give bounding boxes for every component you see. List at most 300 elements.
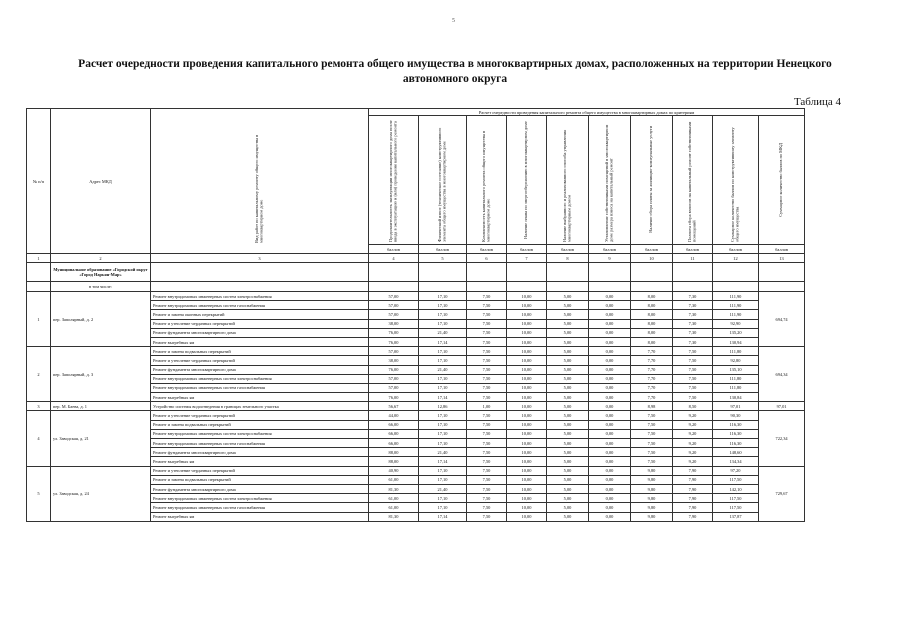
score-cell: 44,00 [369, 411, 419, 420]
score-cell: 57,00 [369, 310, 419, 319]
score-cell: 137,87 [713, 512, 759, 521]
criterion-text: Суммарное количество баллов по конструктивному элементу общего имущества [729, 126, 740, 242]
header-criterion-8 [673, 116, 713, 245]
work-type-cell: Ремонт выгребных ям [151, 457, 369, 466]
score-cell: 130,84 [713, 393, 759, 402]
score-cell: 5,00 [547, 457, 589, 466]
score-cell: 7,70 [631, 393, 673, 402]
empty-cell [673, 263, 713, 282]
score-cell: 10,00 [507, 439, 547, 448]
score-cell: 5,00 [547, 347, 589, 356]
score-cell: 0,00 [589, 484, 631, 493]
score-cell: 7,50 [467, 429, 507, 438]
score-cell: 7,50 [467, 356, 507, 365]
empty-cell [419, 282, 467, 292]
column-number: 7 [507, 254, 547, 263]
work-type-cell: Ремонт фундамента многоквартирного дома [151, 484, 369, 493]
score-cell: 5,00 [547, 319, 589, 328]
score-cell: 10,00 [507, 457, 547, 466]
score-cell: 7,50 [467, 484, 507, 493]
empty-cell [27, 282, 51, 292]
score-cell: 7,50 [673, 365, 713, 374]
empty-cell [467, 282, 507, 292]
score-cell: 10,00 [507, 310, 547, 319]
score-cell: 10,00 [507, 301, 547, 310]
score-cell: 5,00 [547, 337, 589, 346]
score-cell: 117,50 [713, 503, 759, 512]
header-work-type-text: Вид работ по капитальному ремонту общего имущества в многоквартирном доме [253, 134, 264, 243]
table-row [27, 347, 805, 356]
subheading-text: в том числе: [51, 282, 151, 292]
score-cell: 111,80 [713, 383, 759, 392]
score-cell: 7,30 [673, 337, 713, 346]
score-cell: 7,90 [673, 484, 713, 493]
score-cell: 7,50 [631, 411, 673, 420]
header-criterion-1 [369, 116, 419, 245]
header-work-type [151, 109, 369, 254]
score-cell: 10,00 [507, 503, 547, 512]
score-cell: 90,30 [713, 411, 759, 420]
unit-cell: баллов [713, 245, 759, 254]
unit-cell: баллов [419, 245, 467, 254]
header-criterion-5 [547, 116, 589, 245]
header-criterion-10 [759, 116, 805, 245]
empty-cell [151, 282, 369, 292]
column-number: 2 [51, 254, 151, 263]
empty-cell [673, 282, 713, 292]
score-cell: 0,00 [589, 402, 631, 411]
score-cell: 5,00 [547, 374, 589, 383]
criterion-text: Наличие плана по энергосбережению в многоквартирном доме [523, 120, 529, 239]
score-cell: 7,90 [673, 494, 713, 503]
score-cell: 7,50 [467, 393, 507, 402]
score-cell: 0,00 [589, 393, 631, 402]
work-type-cell: Ремонт внутридомовых инженерных систем электроснабжения [151, 429, 369, 438]
score-cell: 40,90 [369, 466, 419, 475]
score-cell: 111,80 [713, 374, 759, 383]
score-cell: 10,00 [507, 356, 547, 365]
work-type-cell: Ремонт внутридомовых инженерных систем газоснабжения [151, 503, 369, 512]
score-cell: 9,80 [631, 503, 673, 512]
header-criterion-2 [419, 116, 467, 245]
score-cell: 21,40 [419, 448, 467, 457]
score-cell: 111,90 [713, 310, 759, 319]
municipality-no [27, 263, 51, 282]
score-cell: 135,10 [713, 365, 759, 374]
score-cell: 0,00 [589, 503, 631, 512]
column-number: 11 [673, 254, 713, 263]
score-cell: 17,14 [419, 457, 467, 466]
score-cell: 9,80 [631, 484, 673, 493]
score-cell: 8,00 [631, 328, 673, 337]
header-row-col-numbers [27, 254, 805, 263]
score-cell: 7,30 [673, 310, 713, 319]
score-cell: 7,70 [631, 365, 673, 374]
score-cell: 0,00 [589, 374, 631, 383]
score-cell: 7,70 [631, 374, 673, 383]
score-cell: 17,10 [419, 310, 467, 319]
score-cell: 61,00 [369, 494, 419, 503]
score-cell: 92,80 [713, 356, 759, 365]
score-cell: 57,00 [369, 292, 419, 301]
score-cell: 7,50 [673, 374, 713, 383]
score-cell: 9,20 [673, 420, 713, 429]
score-cell: 134,34 [713, 457, 759, 466]
score-cell: 10,00 [507, 512, 547, 521]
score-cell: 0,00 [589, 411, 631, 420]
score-cell: 8,98 [631, 402, 673, 411]
score-cell: 116,30 [713, 439, 759, 448]
score-cell: 0,00 [589, 512, 631, 521]
header-no: № п/п [27, 109, 51, 254]
score-cell: 7,90 [673, 475, 713, 484]
criterion-text: Полнота сбора взносов на капитальный ремонт собственниками помещений [686, 121, 697, 242]
score-cell: 7,70 [631, 347, 673, 356]
score-cell: 7,90 [673, 503, 713, 512]
municipality-name: Муниципальное образование «Городской округ «Город Нарьян-Мар» [51, 263, 151, 282]
score-cell: 5,00 [547, 475, 589, 484]
score-cell: 7,50 [467, 365, 507, 374]
municipality-row [27, 263, 805, 282]
header-criterion-4 [507, 116, 547, 245]
score-cell: 9,80 [631, 466, 673, 475]
score-cell: 0,00 [589, 429, 631, 438]
column-number: 4 [369, 254, 419, 263]
score-cell: 17,10 [419, 356, 467, 365]
column-number: 8 [547, 254, 589, 263]
house-address: ул. Заводская, д. 24 [51, 466, 151, 521]
score-cell: 97,01 [713, 402, 759, 411]
empty-cell [369, 282, 419, 292]
score-cell: 17,10 [419, 503, 467, 512]
unit-cell: баллов [631, 245, 673, 254]
score-cell: 116,30 [713, 420, 759, 429]
score-cell: 7,70 [631, 383, 673, 392]
work-type-cell: Ремонт внутридомовых инженерных систем электроснабжения [151, 494, 369, 503]
score-cell: 17,10 [419, 475, 467, 484]
header-address: Адрес МКД [51, 109, 151, 254]
score-cell: 1,00 [467, 402, 507, 411]
score-cell: 7,50 [467, 457, 507, 466]
score-cell: 9,20 [673, 429, 713, 438]
score-cell: 5,00 [547, 448, 589, 457]
empty-cell [419, 263, 467, 282]
empty-cell [547, 282, 589, 292]
score-cell: 10,00 [507, 466, 547, 475]
work-type-cell: Ремонт и утепление чердачных перекрытий [151, 356, 369, 365]
criterion-text: Установление собственниками помещений в многоквартирном доме размера взноса на капитальный ремонт [603, 124, 614, 242]
score-cell: 10,00 [507, 429, 547, 438]
score-cell: 88,00 [369, 457, 419, 466]
header-criterion-7 [631, 116, 673, 245]
criterion-text: Комплексность капитального ремонта общего имущества в многоквартирном доме [480, 130, 491, 242]
score-cell: 0,00 [589, 356, 631, 365]
score-cell: 57,00 [369, 374, 419, 383]
work-type-cell: Ремонт и замена оконных перекрытий [151, 310, 369, 319]
empty-cell [631, 282, 673, 292]
score-cell: 92,90 [713, 319, 759, 328]
score-cell: 66,00 [369, 429, 419, 438]
score-cell: 0,00 [589, 365, 631, 374]
score-cell: 7,50 [673, 356, 713, 365]
score-cell: 7,50 [467, 512, 507, 521]
empty-cell [759, 282, 805, 292]
score-cell: 17,10 [419, 347, 467, 356]
work-type-cell: Ремонт фундамента многоквартирного дома [151, 328, 369, 337]
score-cell: 7,50 [631, 429, 673, 438]
score-cell: 7,50 [467, 319, 507, 328]
score-cell: 7,50 [467, 494, 507, 503]
score-cell: 0,00 [589, 475, 631, 484]
score-cell: 5,00 [547, 383, 589, 392]
score-cell: 7,50 [467, 420, 507, 429]
score-cell: 8,00 [631, 337, 673, 346]
score-cell: 10,00 [507, 420, 547, 429]
house-number: 4 [27, 411, 51, 466]
house-address: пер. Заполярный, д. 2 [51, 292, 151, 347]
score-cell: 5,00 [547, 466, 589, 475]
score-cell: 0,00 [589, 383, 631, 392]
work-type-cell: Ремонт внутридомовых инженерных систем электроснабжения [151, 374, 369, 383]
score-cell: 8,00 [631, 319, 673, 328]
house-total-score: 694,74 [759, 292, 805, 347]
score-cell: 116,30 [713, 429, 759, 438]
score-cell: 130,94 [713, 337, 759, 346]
work-type-cell: Ремонт выгребных ям [151, 337, 369, 346]
house-number: 3 [27, 402, 51, 411]
score-cell: 117,50 [713, 475, 759, 484]
score-cell: 81,30 [369, 484, 419, 493]
empty-cell [589, 282, 631, 292]
empty-cell [369, 263, 419, 282]
score-cell: 7,50 [467, 503, 507, 512]
empty-cell [547, 263, 589, 282]
score-cell: 17,10 [419, 383, 467, 392]
score-cell: 0,00 [589, 494, 631, 503]
house-total-score: 722,34 [759, 411, 805, 466]
score-cell: 7,50 [467, 328, 507, 337]
unit-cell: баллов [673, 245, 713, 254]
score-cell: 111,80 [713, 347, 759, 356]
score-cell: 76,00 [369, 365, 419, 374]
score-cell: 7,50 [631, 448, 673, 457]
score-cell: 7,50 [467, 301, 507, 310]
score-cell: 0,00 [589, 337, 631, 346]
score-cell: 7,90 [673, 512, 713, 521]
score-cell: 7,50 [673, 347, 713, 356]
score-cell: 7,30 [673, 292, 713, 301]
score-cell: 117,50 [713, 494, 759, 503]
table-row [27, 466, 805, 475]
score-cell: 111,90 [713, 292, 759, 301]
score-cell: 5,00 [547, 301, 589, 310]
page-number: 5 [452, 18, 455, 24]
score-cell: 10,00 [507, 383, 547, 392]
work-type-cell: Ремонт фундамента многоквартирного дома [151, 448, 369, 457]
empty-cell [759, 263, 805, 282]
house-number: 2 [27, 347, 51, 402]
score-cell: 21,40 [419, 365, 467, 374]
house-total-score: 694,34 [759, 347, 805, 402]
table-row [27, 411, 805, 420]
work-type-cell: Ремонт выгребных ям [151, 393, 369, 402]
score-cell: 7,50 [467, 448, 507, 457]
score-cell: 9,80 [631, 475, 673, 484]
score-cell: 17,10 [419, 319, 467, 328]
score-cell: 17,14 [419, 393, 467, 402]
table-row [27, 402, 805, 411]
score-cell: 10,00 [507, 374, 547, 383]
score-cell: 10,00 [507, 448, 547, 457]
score-cell: 5,00 [547, 439, 589, 448]
table-row [27, 292, 805, 301]
score-cell: 0,00 [589, 292, 631, 301]
score-cell: 8,00 [631, 301, 673, 310]
score-cell: 7,30 [673, 301, 713, 310]
score-cell: 7,50 [631, 457, 673, 466]
work-type-cell: Ремонт выгребных ям [151, 512, 369, 521]
subheading-row [27, 282, 805, 292]
score-cell: 111,90 [713, 301, 759, 310]
score-cell: 10,00 [507, 365, 547, 374]
score-cell: 21,40 [419, 328, 467, 337]
score-cell: 135,20 [713, 328, 759, 337]
work-type-cell: Ремонт и утепление чердачных перекрытий [151, 466, 369, 475]
header-criterion-6 [589, 116, 631, 245]
score-cell: 56,67 [369, 402, 419, 411]
house-total-score: 97,01 [759, 402, 805, 411]
work-type-cell: Ремонт внутридомовых инженерных систем газоснабжения [151, 301, 369, 310]
score-cell: 9,20 [673, 411, 713, 420]
column-number: 5 [419, 254, 467, 263]
score-cell: 7,50 [467, 310, 507, 319]
unit-cell: баллов [759, 245, 805, 254]
criterion-text: Физический износ (техническое состояние) конструктивного элемента общего имущества в многоквартирном доме [436, 127, 447, 242]
table-label: Таблица 4 [793, 96, 841, 108]
score-cell: 17,10 [419, 301, 467, 310]
score-cell: 0,00 [589, 448, 631, 457]
unit-cell: баллов [507, 245, 547, 254]
table-sheet [26, 108, 804, 628]
score-cell: 0,00 [589, 420, 631, 429]
column-number: 6 [467, 254, 507, 263]
score-cell: 7,50 [467, 411, 507, 420]
score-cell: 17,10 [419, 494, 467, 503]
work-type-cell: Ремонт и утепление чердачных перекрытий [151, 319, 369, 328]
score-cell: 17,10 [419, 420, 467, 429]
score-cell: 81,30 [369, 512, 419, 521]
score-cell: 5,00 [547, 420, 589, 429]
score-cell: 0,00 [589, 301, 631, 310]
score-cell: 5,00 [547, 484, 589, 493]
column-number: 9 [589, 254, 631, 263]
unit-cell: баллов [589, 245, 631, 254]
score-cell: 5,00 [547, 365, 589, 374]
score-cell: 12,86 [419, 402, 467, 411]
score-cell: 38,00 [369, 319, 419, 328]
score-cell: 10,00 [507, 337, 547, 346]
house-address: пер. М. Баева, д. 1 [51, 402, 151, 411]
score-cell: 57,00 [369, 301, 419, 310]
score-cell: 66,00 [369, 439, 419, 448]
score-cell: 7,50 [631, 439, 673, 448]
score-cell: 9,20 [673, 439, 713, 448]
unit-cell: баллов [369, 245, 419, 254]
score-cell: 97,20 [713, 466, 759, 475]
document-title: Расчет очередности проведения капитального ремонта общего имущества в многоквартирных домах, расположенных на территории Ненецкого автономного округа [78, 58, 832, 85]
work-type-cell: Ремонт внутридомовых инженерных систем газоснабжения [151, 439, 369, 448]
column-number: 1 [27, 254, 51, 263]
criterion-text: Наличие сбора платы за жилищно-коммунальные услуги [648, 126, 654, 233]
score-cell: 148,60 [713, 448, 759, 457]
score-cell: 88,00 [369, 448, 419, 457]
score-cell: 10,00 [507, 402, 547, 411]
score-cell: 5,00 [547, 310, 589, 319]
empty-cell [151, 263, 369, 282]
score-cell: 5,00 [547, 393, 589, 402]
header-criteria-group: Расчет очередности проведения капитального ремонта общего имущества в многоквартирных домах по критериям [369, 109, 805, 116]
score-cell: 76,00 [369, 393, 419, 402]
score-cell: 7,90 [673, 466, 713, 475]
score-cell: 10,00 [507, 292, 547, 301]
house-total-score: 729,67 [759, 466, 805, 521]
criterion-text: Суммарное количество баллов по МКД [778, 142, 784, 217]
unit-cell: баллов [547, 245, 589, 254]
criterion-text: Продолжительность эксплуатации многоквартирного дома после ввода в эксплуатацию и (или) проведения капитального ремонта [387, 119, 398, 242]
score-cell: 7,50 [467, 374, 507, 383]
score-cell: 7,50 [467, 337, 507, 346]
column-number: 10 [631, 254, 673, 263]
score-cell: 7,50 [673, 393, 713, 402]
empty-cell [467, 263, 507, 282]
score-cell: 61,00 [369, 503, 419, 512]
score-cell: 0,00 [589, 328, 631, 337]
score-cell: 7,50 [467, 292, 507, 301]
score-cell: 57,00 [369, 347, 419, 356]
score-cell: 76,00 [369, 328, 419, 337]
score-cell: 5,00 [547, 429, 589, 438]
score-cell: 5,00 [547, 328, 589, 337]
score-cell: 7,50 [467, 383, 507, 392]
score-cell: 9,80 [631, 494, 673, 503]
header-row-top [27, 109, 805, 116]
score-cell: 7,70 [631, 356, 673, 365]
column-number: 13 [759, 254, 805, 263]
score-cell: 17,10 [419, 466, 467, 475]
column-number: 12 [713, 254, 759, 263]
score-cell: 9,80 [631, 512, 673, 521]
score-cell: 7,50 [467, 439, 507, 448]
score-cell: 10,00 [507, 484, 547, 493]
score-cell: 7,50 [631, 420, 673, 429]
score-cell: 10,00 [507, 475, 547, 484]
score-cell: 17,10 [419, 439, 467, 448]
score-cell: 10,00 [507, 319, 547, 328]
score-cell: 9,20 [673, 457, 713, 466]
score-cell: 8,50 [673, 402, 713, 411]
score-cell: 10,00 [507, 347, 547, 356]
score-cell: 7,50 [467, 475, 507, 484]
score-cell: 5,00 [547, 402, 589, 411]
score-cell: 7,50 [467, 347, 507, 356]
score-cell: 5,00 [547, 292, 589, 301]
score-cell: 5,00 [547, 411, 589, 420]
house-number: 5 [27, 466, 51, 521]
work-type-cell: Ремонт и замена подвальных перекрытий [151, 347, 369, 356]
score-cell: 17,10 [419, 429, 467, 438]
score-cell: 7,50 [467, 466, 507, 475]
score-cell: 17,10 [419, 411, 467, 420]
